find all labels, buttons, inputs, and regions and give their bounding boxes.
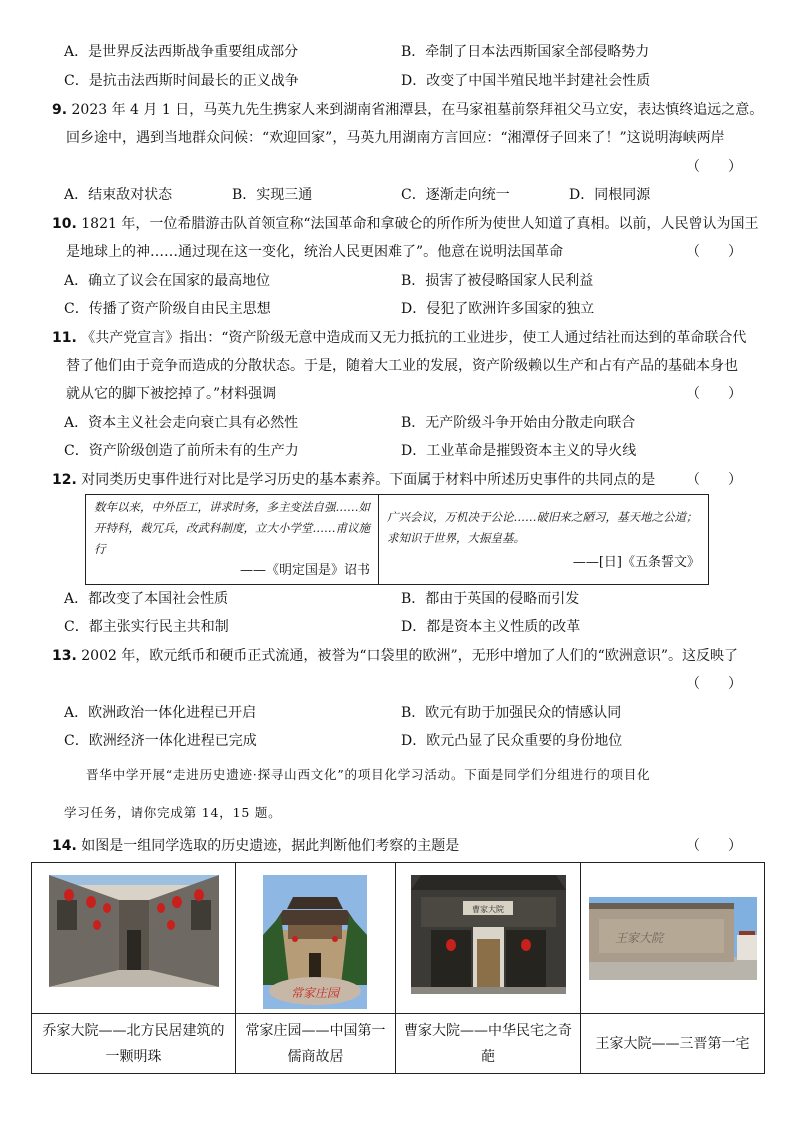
- site-card-cao: [396, 863, 580, 1073]
- q10-text-1: 1821 年，一位希腊游击队首领宣称“法国革命和拿破仑的所作所为使世人知道了真相。以前，人民曾认为国王: [81, 216, 759, 232]
- q10-option-a[interactable]: A．确立了议会在国家的最高地位: [64, 273, 271, 289]
- q10-stem-line2: 是地球上的神……通过现在这一变化，统治人民更困难了”。他意在说明法国革命: [66, 244, 564, 260]
- qiao-courtyard-photo: [49, 875, 219, 987]
- q10-answer-blank[interactable]: （ ）: [686, 244, 742, 260]
- q11-stem-line3: 就从它的脚下被挖掉了。”材料强调: [66, 386, 277, 402]
- site-card-qiao: [32, 863, 235, 1073]
- q11-number: 11.: [52, 330, 77, 346]
- q12-left-quote: 数年以来，中外臣工，讲求时务，多主变法自强……如开特科，裁冗兵，改武科制度，立大小学堂……甫议施行: [94, 500, 370, 556]
- q11-answer-blank[interactable]: （ ）: [686, 386, 742, 402]
- q8-option-b[interactable]: B．牵制了日本法西斯国家全部侵略势力: [401, 44, 650, 60]
- chang-stone-inscription: 常家庄园: [290, 986, 340, 1000]
- cao-plaque-text: 曹家大院: [472, 905, 504, 914]
- chang-manor-photo: [263, 875, 367, 1009]
- q9-stem-line2: 回乡途中，遇到当地群众问候：“欢迎回家”，马英九用湖南方言回应：“湘潭伢子回来了！”这说明海峡两岸: [66, 130, 725, 146]
- q13-option-d[interactable]: D．欧元凸显了民众重要的身份地位: [401, 733, 623, 749]
- q10-stem-line1: [52, 214, 759, 234]
- q9-stem-line1: [52, 100, 763, 120]
- q14-text-1: 如图是一组同学选取的历史遗迹，据此判断他们考察的主题是: [81, 838, 460, 854]
- project-intro-line1: 晋华中学开展“走进历史遗迹·探寻山西文化”的项目化学习活动。下面是同学们分组进行的项目化: [86, 767, 651, 782]
- q11-option-a[interactable]: A．资本主义社会走向衰亡具有必然性: [64, 415, 299, 431]
- q12-number: 12.: [52, 472, 77, 488]
- q13-option-a[interactable]: A．欧洲政治一体化进程已开启: [64, 705, 257, 721]
- q12-option-c[interactable]: C．都主张实行民主共和制: [64, 619, 229, 635]
- q13-stem-line1: [52, 646, 738, 666]
- q10-number: 10.: [52, 216, 77, 232]
- q13-option-b[interactable]: B．欧元有助于加强民众的情感认同: [401, 705, 622, 721]
- site-caption-qiao: 乔家大院——北方民居建筑的一颗明珠: [32, 1013, 235, 1073]
- wang-wall-photo: [589, 897, 757, 980]
- q8-option-c[interactable]: C．是抗击法西斯时间最长的正义战争: [64, 73, 299, 89]
- q11-text-1: 《共产党宣言》指出：“资产阶级无意中造成而又无力抵抗的工业进步，使工人通过结社而达到的革命联合代: [81, 330, 747, 346]
- q12-material-left: [86, 495, 378, 584]
- q14-answer-blank[interactable]: （ ）: [686, 838, 742, 854]
- q14-site-gallery: [31, 862, 765, 1074]
- wang-wall-inscription: 王家大院: [614, 931, 664, 945]
- site-card-chang: [236, 863, 395, 1073]
- q8-option-d[interactable]: D．改变了中国半殖民地半封建社会性质: [401, 73, 651, 89]
- site-caption-cao: 曹家大院——中华民宅之奇葩: [396, 1013, 580, 1073]
- q10-option-d[interactable]: D．侵犯了欧洲许多国家的独立: [401, 301, 595, 317]
- project-intro-line2: 学习任务，请你完成第 14，15 题。: [64, 805, 282, 820]
- q12-stem-line1: [52, 470, 655, 490]
- q12-text-1: 对同类历史事件进行对比是学习历史的基本素养。下面属于材料中所述历史事件的共同点的是: [81, 472, 656, 488]
- q14-number: 14.: [52, 838, 77, 854]
- q11-option-b[interactable]: B．无产阶级斗争开始由分散走向联合: [401, 415, 636, 431]
- q11-option-c[interactable]: C．资产阶级创造了前所未有的生产力: [64, 443, 299, 459]
- site-card-wang: [581, 863, 764, 1073]
- q9-option-a[interactable]: A．结束敌对状态: [64, 187, 173, 203]
- q13-text-1: 2002 年，欧元纸币和硬币正式流通，被誉为“口袋里的欧洲”，无形中增加了人们的“欧洲意识”。这反映了: [81, 648, 738, 664]
- q13-option-c[interactable]: C．欧洲经济一体化进程已完成: [64, 733, 257, 749]
- q11-stem-line2: 替了他们由于竞争而造成的分散状态。于是，随着大工业的发展，资产阶级赖以生产和占有产品的基础本身也: [66, 358, 738, 374]
- q12-answer-blank[interactable]: （ ）: [686, 472, 742, 488]
- site-caption-wang: 王家大院——三晋第一宅: [581, 1013, 764, 1073]
- q10-option-c[interactable]: C．传播了资产阶级自由民主思想: [64, 301, 271, 317]
- q9-option-d[interactable]: D．同根同源: [569, 187, 651, 203]
- q11-option-d[interactable]: D．工业革命是摧毁资本主义的导火线: [401, 443, 637, 459]
- q9-number: 9.: [52, 102, 68, 118]
- q12-right-source: ——[日]《五条誓文》: [572, 555, 700, 570]
- q9-option-c[interactable]: C．逐渐走向统一: [401, 187, 510, 203]
- site-caption-chang: 常家庄园——中国第一儒商故居: [236, 1013, 395, 1073]
- q12-option-b[interactable]: B．都由于英国的侵略而引发: [401, 591, 580, 607]
- q8-option-a[interactable]: A．是世界反法西斯战争重要组成部分: [64, 44, 299, 60]
- cao-gate-photo: [411, 875, 566, 994]
- q11-stem-line1: [52, 328, 746, 348]
- q12-option-d[interactable]: D．都是资本主义性质的改革: [401, 619, 581, 635]
- q9-text-1: 2023 年 4 月 1 日，马英九先生携家人来到湖南省湘潭县，在马家祖墓前祭拜祖父马立安，表达慎终追远之意。: [71, 102, 764, 118]
- q12-option-a[interactable]: A．都改变了本国社会性质: [64, 591, 229, 607]
- q12-right-quote: 广兴会议，万机决于公论……破旧来之陋习，基天地之公道；求知识于世界，大振皇基。: [387, 510, 698, 545]
- q13-answer-blank[interactable]: （ ）: [686, 676, 742, 692]
- q12-material-table: [85, 494, 709, 585]
- q10-option-b[interactable]: B．损害了被侵略国家人民利益: [401, 273, 594, 289]
- q12-material-right: [379, 495, 708, 584]
- q9-option-b[interactable]: B．实现三通: [232, 187, 313, 203]
- q13-number: 13.: [52, 648, 77, 664]
- q12-left-source: ——《明定国是》诏书: [239, 563, 370, 578]
- q9-answer-blank[interactable]: （ ）: [686, 159, 742, 175]
- q14-stem-line1: [52, 836, 459, 856]
